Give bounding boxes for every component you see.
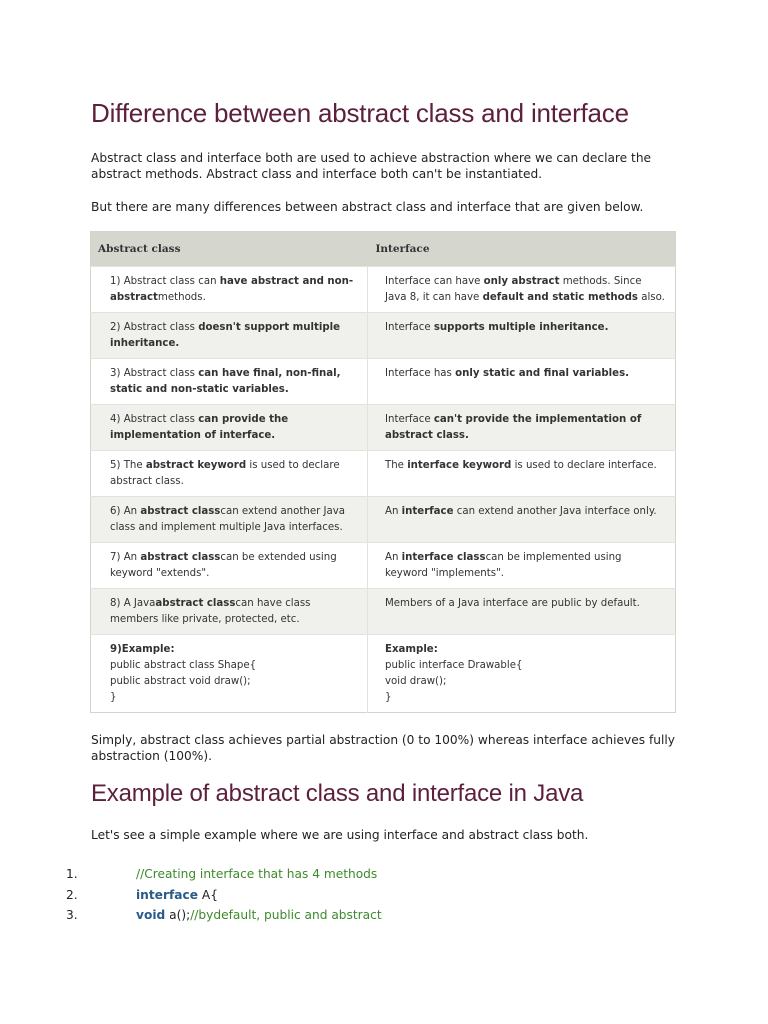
- text: can be implemented using keyword "implements".: [385, 552, 622, 579]
- text: Members of a Java interface are public by default.: [385, 598, 640, 609]
- line-number: 1.: [66, 867, 78, 881]
- bold-text: interface class: [401, 552, 486, 563]
- bold-text: can provide the implementation of interface.: [110, 414, 289, 441]
- section-title: Example of abstract class and interface in Java: [91, 780, 584, 807]
- bold-text: abstract class: [140, 506, 221, 517]
- text: An: [385, 506, 402, 517]
- text: 1) Abstract class can: [110, 276, 220, 287]
- table-row: [91, 313, 676, 359]
- text: can have class members like private, protected, etc.: [110, 598, 311, 625]
- text: can be extended using keyword "extends".: [110, 552, 337, 579]
- example-heading: Example:: [385, 644, 438, 655]
- text: Interface: [385, 322, 434, 333]
- code-token: a();: [165, 908, 191, 922]
- example-code-line: public abstract void draw();: [110, 676, 251, 687]
- table-row: [91, 359, 676, 405]
- text: 8) A Java: [110, 598, 156, 609]
- text: An: [385, 552, 402, 563]
- bold-text: supports multiple inheritance.: [433, 322, 609, 333]
- abstract-class-cell: [91, 313, 368, 359]
- bold-text: doesn't support multiple inheritance.: [110, 322, 341, 349]
- text: 7) An: [110, 552, 141, 563]
- text: 4) Abstract class: [110, 414, 199, 425]
- text: 5) The: [110, 460, 146, 471]
- text: Interface has: [385, 368, 456, 379]
- text: can extend another Java class and implement multiple Java interfaces.: [110, 506, 346, 533]
- text: The: [385, 460, 408, 471]
- text: methods.: [157, 292, 206, 303]
- text: 2) Abstract class: [110, 322, 199, 333]
- comment-token: //Creating interface that has 4 methods: [136, 867, 378, 881]
- header-interface: Interface: [368, 232, 676, 267]
- bold-text: abstract class: [140, 552, 221, 563]
- abstract-class-cell: [91, 451, 368, 497]
- abstract-class-cell: [91, 589, 368, 635]
- example-intro-paragraph: Let's see a simple example where we are using interface and abstract class both.: [91, 828, 589, 842]
- code-token: A{: [197, 888, 218, 902]
- keyword-token: interface: [136, 888, 198, 902]
- abstract-class-cell: [91, 359, 368, 405]
- interface-cell: [368, 497, 676, 543]
- comment-token: //bydefault, public and abstract: [190, 908, 382, 922]
- code-text: [136, 888, 218, 902]
- interface-cell: [368, 451, 676, 497]
- text: is used to declare interface.: [511, 460, 657, 471]
- table-row: [91, 589, 676, 635]
- line-number: 2.: [66, 888, 78, 902]
- example-code-line: }: [110, 692, 117, 703]
- bold-text: abstract keyword: [145, 460, 247, 471]
- interface-cell: [368, 267, 676, 313]
- bold-text: default and static methods: [482, 292, 638, 303]
- bold-text: can have final, non-final, static and non-static variables.: [110, 368, 341, 395]
- interface-cell: [368, 359, 676, 405]
- bold-text: only static and final variables.: [455, 368, 630, 379]
- bold-text: only abstract: [483, 276, 560, 287]
- example-code-line: public interface Drawable{: [385, 660, 523, 671]
- table-row: [91, 405, 676, 451]
- table-row: [91, 451, 676, 497]
- line-number: 3.: [66, 908, 78, 922]
- example-code-line: public abstract class Shape{: [110, 660, 257, 671]
- text: methods. Since Java 8, it can have: [385, 276, 642, 303]
- abstract-class-cell: [91, 497, 368, 543]
- abstract-class-cell: [91, 405, 368, 451]
- code-text: [136, 867, 377, 881]
- intro-paragraph-2: But there are many differences between abstract class and interface that are given below.: [91, 200, 644, 214]
- abstract-class-cell: [91, 543, 368, 589]
- example-code-line: void draw();: [385, 676, 447, 687]
- interface-cell: [368, 543, 676, 589]
- bold-text: interface: [401, 506, 454, 517]
- intro-paragraph: Abstract class and interface both are used to achieve abstraction where we can declare the abstract methods. Abstract class and interface both can't be instantiated.: [91, 151, 652, 181]
- table-row: [91, 497, 676, 543]
- text: also.: [637, 292, 665, 303]
- keyword-token: void: [136, 908, 166, 922]
- text: 6) An: [110, 506, 141, 517]
- bold-text: abstract class: [155, 598, 236, 609]
- example-heading: 9)Example:: [110, 644, 175, 655]
- interface-cell: [368, 405, 676, 451]
- bold-text: can't provide the implementation of abstract class.: [385, 414, 642, 441]
- abstract-class-cell: [91, 267, 368, 313]
- table-row: [91, 543, 676, 589]
- text: Interface can have: [385, 276, 484, 287]
- interface-example-cell: [368, 635, 676, 713]
- table-header-row: [91, 232, 676, 267]
- text: Interface: [385, 414, 434, 425]
- interface-cell: [368, 313, 676, 359]
- header-abstract-class: Abstract class: [91, 232, 368, 267]
- table-row-example: [91, 635, 676, 713]
- text: 3) Abstract class: [110, 368, 199, 379]
- example-code-line: }: [385, 692, 392, 703]
- abstract-class-example-cell: [91, 635, 368, 713]
- table-row: [91, 267, 676, 313]
- bold-text: have abstract and non-abstract: [110, 276, 354, 303]
- bold-text: interface keyword: [407, 460, 512, 471]
- code-text: [136, 908, 382, 922]
- text: can extend another Java interface only.: [453, 506, 657, 517]
- interface-cell: [368, 589, 676, 635]
- comparison-table: [90, 231, 676, 713]
- text: is used to declare abstract class.: [110, 460, 340, 487]
- summary-paragraph: Simply, abstract class achieves partial abstraction (0 to 100%) whereas interface achieves fully abstraction (100%).: [91, 733, 675, 763]
- page-title: Difference between abstract class and interface: [91, 98, 629, 128]
